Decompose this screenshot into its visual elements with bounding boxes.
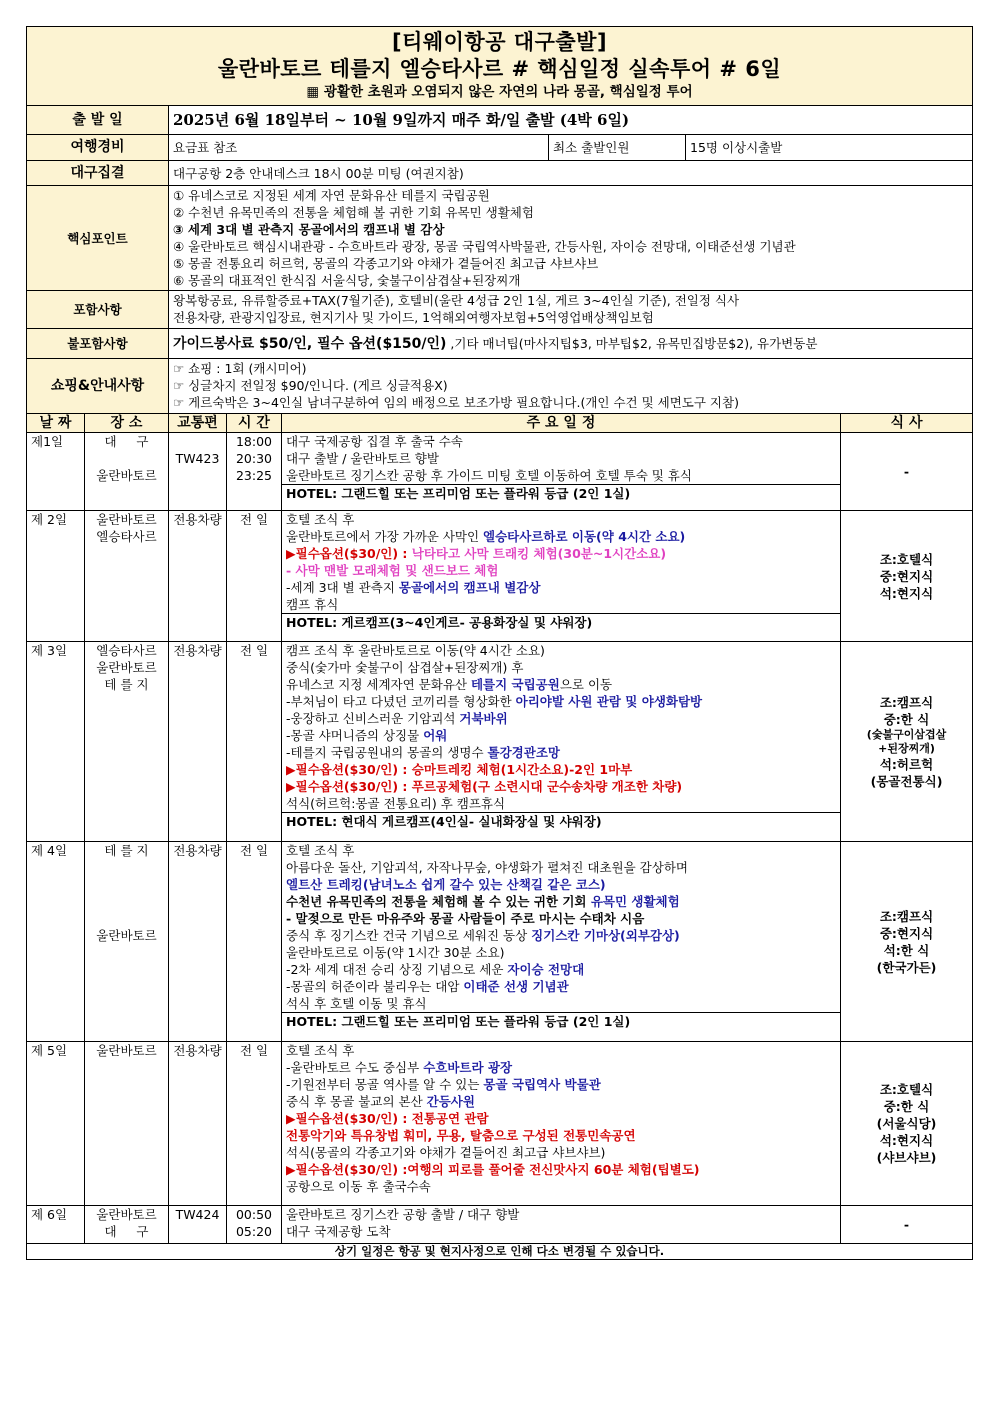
- hotel-info: HOTEL: 현대식 게르캠프(4인실- 실내화장실 및 샤워장): [282, 812, 841, 830]
- place-name: 엘승타사르: [96, 643, 157, 658]
- schedule-line: [286, 642, 840, 659]
- schedule-text: ▶필수옵션($30/인) : 푸르공체험(구 소련시대 군수송차량 개조한 차량): [286, 779, 683, 794]
- shopping-line: ☞ 싱글차지 전일정 $90/인니다. (게르 싱글적용X): [173, 378, 448, 393]
- schedule-text: 엘트산 트레킹: [286, 877, 363, 892]
- schedule-line: [286, 562, 840, 579]
- meal-cell: [841, 433, 973, 511]
- schedule-text: ▶필수옵션($30/인) :여행의 피로를 풀어줄 전신맛사지 60분 체험(팁별도): [286, 1162, 700, 1177]
- time-value: 00:50: [235, 1207, 273, 1222]
- include-list: [169, 291, 973, 329]
- day-cell: 제 5일: [27, 1042, 85, 1206]
- schedule-text: 울란바토르 징기스칸 공항 출발 / 대구 향발: [286, 1207, 520, 1222]
- exclude-value: [169, 329, 973, 359]
- time-cell: [227, 511, 282, 642]
- points-list: [169, 186, 973, 291]
- schedule-cell: [282, 1042, 841, 1206]
- schedule-text: -몽골의 허준이라 불리우는 대암: [286, 979, 464, 994]
- schedule-text: 대구 출발 / 울란바토르 향발: [286, 451, 439, 466]
- transport-cell: 전용차량: [169, 642, 227, 842]
- schedule-line: [286, 744, 840, 761]
- col-day: 날 짜: [27, 414, 85, 433]
- schedule-line: [286, 1059, 840, 1076]
- schedule-text: -2차 세계 대전 승리 상징 기념으로 세운: [286, 962, 508, 977]
- meal-line: +된장찌개): [878, 741, 935, 755]
- schedule-line: [286, 467, 840, 484]
- schedule-line: [286, 596, 840, 613]
- time-value: 18:00: [235, 434, 273, 449]
- schedule-text: -부처님이 타고 다녔던 코끼리를 형상화한: [286, 694, 516, 709]
- day-row: [27, 1206, 973, 1244]
- departure-value: 2025년 6월 18일부터 ~ 10월 9일까지 매주 화/일 출발 (4박 6일): [169, 106, 973, 135]
- schedule-line: [286, 710, 840, 727]
- day-row: [27, 842, 973, 1042]
- time-cell: [227, 642, 282, 842]
- schedule-text: 대구 국제공항 도착: [286, 1224, 391, 1239]
- schedule-text: 중식(숯가마 숯불구이 삼겹살+된장찌개) 후: [286, 660, 524, 675]
- schedule-line: [286, 693, 840, 710]
- place-name: 울란바토르: [96, 1207, 157, 1222]
- point-item: ⑥ 몽골의 대표적인 한식집 서울식당, 숯불구이삼겹살+된장찌개: [173, 273, 521, 288]
- day-cell: 제 2일: [27, 511, 85, 642]
- schedule-text: 으로 이동: [559, 677, 613, 692]
- shopping-list: [169, 359, 973, 414]
- cost-label: 여행경비: [27, 135, 169, 161]
- schedule-line: [286, 1206, 840, 1223]
- day-row: [27, 1042, 973, 1206]
- time-value: 전 일: [239, 643, 269, 658]
- place-name: [89, 450, 164, 467]
- schedule-text: 톨강경관조망: [487, 745, 560, 760]
- schedule-text: ▶필수옵션($30/인) : 승마트레킹 체험(1시간소요)-2인 1마부: [286, 762, 633, 777]
- itinerary-table: [26, 26, 973, 1260]
- exclude-bold: 가이드봉사료 $50/인, 필수 옵션($150/인): [173, 335, 447, 352]
- schedule-text: 캠프 휴식: [286, 597, 339, 612]
- schedule-text: 거북바위: [459, 711, 508, 726]
- day-row: [27, 433, 973, 511]
- time-cell: [227, 1206, 282, 1244]
- meal-line: -: [903, 464, 910, 479]
- schedule-text: 몽골 국립역사 박물관: [483, 1077, 601, 1092]
- transport-cell: 전용차량: [169, 511, 227, 642]
- schedule-text: 울란바토르 징기스칸 공항 후 가이드 미팅 호텔 이동하여 호텔 투숙 및 휴식: [286, 468, 692, 483]
- time-value: 20:30: [235, 451, 273, 466]
- schedule-text: 울란바토르로 이동(약 1시간 30분 소요): [286, 945, 505, 960]
- cost-value: 요금표 참조: [169, 135, 549, 161]
- schedule-text: 석식(몽골의 각종고기와 야채가 곁들어진 최고급 샤브샤브): [286, 1145, 606, 1160]
- meal-line: 석:현지식: [879, 1133, 934, 1148]
- schedule-line: [286, 961, 840, 978]
- meal-cell: [841, 842, 973, 1042]
- schedule-text: 엘승타사르하로 이동(약 4시간 소요): [483, 529, 686, 544]
- schedule-text: 석식(허르헉:몽골 전통요리) 후 캠프휴식: [286, 796, 506, 811]
- meal-line: (숯불구이삼겹살: [866, 727, 947, 741]
- meal-line: -: [903, 1217, 910, 1232]
- schedule-text: -세계 3대 별 관측지: [286, 580, 399, 595]
- schedule-text: 간등사원: [426, 1094, 475, 1109]
- schedule-text: - 말젖으로 만든 마유주와 몽골 사람들이 주로 마시는 수태차 시음: [286, 911, 645, 926]
- min-people-label: 최소 출발인원: [549, 135, 686, 161]
- shopping-line: ☞ 게르숙박은 3~4인실 남녀구분하여 임의 배정으로 보조가방 필요합니다.(개인 수건 및 세면도구 지참): [173, 395, 739, 410]
- schedule-line: [286, 893, 840, 910]
- place-cell: [85, 511, 169, 642]
- place-name: 대 구: [104, 1224, 149, 1239]
- time-value: 23:25: [235, 468, 273, 483]
- title-line-1: [티웨이항공 대구출발]: [391, 30, 608, 54]
- schedule-text: 호텔 조식 후: [286, 843, 355, 858]
- departure-label: 출 발 일: [27, 106, 169, 135]
- day-row: [27, 642, 973, 842]
- schedule-text: -테를지 국립공원내의 몽골의 생명수: [286, 745, 488, 760]
- transport-cell: 전용차량: [169, 842, 227, 1042]
- place-cell: [85, 1042, 169, 1206]
- col-time: 시 간: [227, 414, 282, 433]
- day-cell: 제 4일: [27, 842, 85, 1042]
- place-name: 대 구: [104, 434, 149, 449]
- schedule-text: 수천년 유목민족의 전통을 체험해 볼 수 있는 귀한 기회: [286, 894, 591, 909]
- schedule-line: [286, 795, 840, 812]
- schedule-line: [286, 1042, 840, 1059]
- schedule-line: [286, 1161, 840, 1178]
- meal-line: 중:현지식: [879, 925, 934, 941]
- schedule-cell: [282, 1206, 841, 1244]
- schedule-text: -웅장하고 신비스러운 기암괴석: [286, 711, 460, 726]
- place-name: 테 를 지: [104, 677, 149, 692]
- schedule-line: [286, 927, 840, 944]
- footer-note: 상기 일정은 항공 및 현지사정으로 인해 다소 변경될 수 있습니다.: [27, 1244, 973, 1260]
- hotel-info: HOTEL: 그랜드힐 또는 프리미엄 또는 플라워 등급 (2인 1실): [282, 1012, 841, 1030]
- schedule-cell: [282, 511, 841, 642]
- schedule-text: 중식 후 몽골 불교의 본산: [286, 1094, 427, 1109]
- title-line-3: ▦ 광활한 초원과 오염되지 않은 자연의 나라 몽골, 핵심일정 투어: [306, 84, 693, 100]
- schedule-text: 대구 국제공항 집결 후 출국 수속: [286, 434, 463, 449]
- schedule-line: [286, 944, 840, 961]
- col-place: 장 소: [85, 414, 169, 433]
- exclude-rest: ,기타 매너팁(마사지팁$3, 마부팁$2, 유목민집방문$2), 유가변동분: [446, 335, 818, 351]
- time-cell: [227, 1042, 282, 1206]
- meal-line: (한국가든): [876, 959, 937, 975]
- schedule-text: 호텔 조식 후: [286, 1043, 355, 1058]
- place-name: [89, 876, 164, 893]
- schedule-cell: [282, 842, 841, 1042]
- title-block: [27, 27, 973, 106]
- schedule-line: [286, 545, 840, 562]
- meal-line: 조:캠프식: [879, 694, 934, 710]
- schedule-line: [286, 659, 840, 676]
- schedule-text: 아리야발 사원 관람 및 야생화탐방: [515, 694, 703, 709]
- schedule-line: [286, 910, 840, 927]
- transport-cell: TW424: [169, 1206, 227, 1244]
- schedule-line: [286, 1144, 840, 1161]
- schedule-line: [286, 511, 840, 528]
- schedule-text: 어워: [423, 728, 448, 743]
- place-name: 테 를 지: [104, 843, 149, 858]
- meal-line: 조:호텔식: [879, 551, 934, 567]
- schedule-line: [286, 727, 840, 744]
- place-name: 울란바토르: [96, 1043, 157, 1058]
- day-cell: 제 3일: [27, 642, 85, 842]
- min-people-value: 15명 이상시출발: [686, 135, 973, 161]
- include-line: 왕복항공료, 유류할증료+TAX(7월기준), 호텔비(울란 4성급 2인 1실, 게르 3~4인실 기준), 전일정 식사: [173, 293, 740, 308]
- meal-line: 중:한 식: [883, 1099, 930, 1114]
- shopping-label: 쇼핑&안내사항: [27, 359, 169, 414]
- schedule-line: [286, 1223, 840, 1240]
- day-cell: 제 6일: [27, 1206, 85, 1244]
- meal-line: (서울식당): [876, 1116, 937, 1131]
- place-cell: [85, 1206, 169, 1244]
- time-value: 전 일: [239, 512, 269, 527]
- meal-cell: [841, 1206, 973, 1244]
- meal-line: 중:한 식: [883, 711, 930, 727]
- place-name: 울란바토르: [96, 468, 157, 483]
- schedule-text: 이태준 선생 기념관: [463, 979, 569, 994]
- time-value: 전 일: [239, 1043, 269, 1058]
- place-cell: [85, 842, 169, 1042]
- schedule-line: [286, 1110, 840, 1127]
- days-body: [27, 433, 973, 1244]
- time-value: 전 일: [239, 843, 269, 858]
- place-cell: [85, 642, 169, 842]
- schedule-text: 석식 후 호텔 이동 및 휴식: [286, 996, 427, 1011]
- schedule-text: -울란바토르 수도 중심부: [286, 1060, 424, 1075]
- itinerary-sheet: [26, 26, 972, 1260]
- schedule-line: [286, 778, 840, 795]
- schedule-line: [286, 842, 840, 859]
- schedule-text: 유네스코 지정 세계자연 문화유산: [286, 677, 471, 692]
- schedule-text: 울란바토르에서 가장 가까운 사막인: [286, 529, 484, 544]
- time-cell: [227, 433, 282, 511]
- schedule-line: [286, 450, 840, 467]
- col-transport: 교통편: [169, 414, 227, 433]
- meeting-value: 대구공항 2층 안내데스크 18시 00분 미팅 (여권지참): [169, 161, 973, 186]
- shopping-line: ☞ 쇼핑 : 1회 (캐시미어): [173, 361, 307, 376]
- schedule-text: 수흐바트라 광장: [423, 1060, 513, 1075]
- point-item: ① 유네스코로 지정된 세계 자연 문화유산 테를지 국립공원: [173, 188, 490, 203]
- schedule-text: 자이승 전망대: [507, 962, 585, 977]
- meal-line: 석:한 식: [883, 942, 930, 958]
- schedule-text: 중식 후 징기스칸 건국 기념으로 세워진 동상: [286, 928, 532, 943]
- schedule-cell: [282, 642, 841, 842]
- place-name: 울란바토르: [96, 928, 157, 943]
- meal-cell: [841, 1042, 973, 1206]
- meal-line: (몽골전통식): [870, 773, 943, 789]
- schedule-line: [286, 978, 840, 995]
- schedule-text: (남녀노소 쉽게 갈수 있는 산책길 같은 코스): [362, 877, 606, 892]
- place-name: 엘승타사르: [96, 529, 157, 544]
- schedule-line: [286, 528, 840, 545]
- transport-cell: 전용차량: [169, 1042, 227, 1206]
- hotel-info: HOTEL: 게르캠프(3~4인게르- 공용화장실 및 샤워장): [282, 613, 841, 631]
- meal-line: (샤브샤브): [876, 1150, 937, 1165]
- schedule-line: [286, 876, 840, 893]
- include-line: 전용차량, 관광지입장료, 현지기사 및 가이드, 1억해외여행자보험+5억영업배상책임보험: [173, 310, 654, 325]
- exclude-label: 불포함사항: [27, 329, 169, 359]
- schedule-line: [286, 761, 840, 778]
- meal-line: 조:호텔식: [879, 1082, 934, 1097]
- col-meal: 식 사: [841, 414, 973, 433]
- place-name: 울란바토르: [96, 660, 157, 675]
- point-item: ⑤ 몽골 전통요리 허르헉, 몽골의 각종고기와 야채가 곁들어진 최고급 샤브샤브: [173, 256, 599, 271]
- time-value: 05:20: [235, 1224, 273, 1239]
- schedule-line: [286, 433, 840, 450]
- meeting-label: 대구집결: [27, 161, 169, 186]
- point-item: ④ 울란바토르 핵심시내관광 - 수흐바트라 광장, 몽골 국립역사박물관, 간등사원, 자이승 전망대, 이태준선생 기념관: [173, 239, 796, 254]
- meal-line: 조:캠프식: [879, 908, 934, 924]
- schedule-line: [286, 676, 840, 693]
- day-row: [27, 511, 973, 642]
- place-name: [89, 893, 164, 910]
- option-label: ▶필수옵션($30/인) :: [286, 546, 412, 561]
- place-cell: [85, 433, 169, 511]
- place-name: [89, 859, 164, 876]
- schedule-text: - 사막 맨발 모래체험 및 샌드보드 체험: [286, 563, 499, 578]
- meal-line: 중:현지식: [879, 568, 934, 584]
- place-name: [89, 910, 164, 927]
- include-label: 포함사항: [27, 291, 169, 329]
- col-schedule: 주 요 일 정: [282, 414, 841, 433]
- schedule-line: [286, 1178, 840, 1195]
- schedule-line: [286, 995, 840, 1012]
- schedule-text: ▶필수옵션($30/인) : 전통공연 관람: [286, 1111, 489, 1126]
- schedule-line: [286, 1093, 840, 1110]
- day-cell: 제1일: [27, 433, 85, 511]
- time-cell: [227, 842, 282, 1042]
- schedule-text: 호텔 조식 후: [286, 512, 355, 527]
- points-label: 핵심포인트: [27, 186, 169, 291]
- schedule-text: 몽골에서의 캠프내 별감상: [398, 580, 541, 595]
- meal-cell: [841, 642, 973, 842]
- point-item: ③ 세계 3대 별 관측지 몽골에서의 캠프내 별 감상: [173, 222, 445, 237]
- schedule-text: 전통악기와 특유창법 훠미, 무용, 탈춤으로 구성된 전통민속공연: [286, 1128, 636, 1143]
- hotel-info: HOTEL: 그랜드힐 또는 프리미엄 또는 플라워 등급 (2인 1실): [282, 484, 841, 502]
- meal-cell: [841, 511, 973, 642]
- schedule-text: -기원전부터 몽골 역사를 알 수 있는: [286, 1077, 484, 1092]
- transport-cell: TW423: [169, 433, 227, 511]
- schedule-line: [286, 579, 840, 596]
- schedule-text: -몽골 샤머니즘의 상징물: [286, 728, 424, 743]
- schedule-text: 아름다운 돌산, 기암괴석, 자작나무숲, 야생화가 펼쳐진 대초원을 감상하며: [286, 860, 688, 875]
- point-item: ② 수천년 유목민족의 전통을 체험해 볼 귀한 기회 유목민 생활체험: [173, 205, 534, 220]
- schedule-text: 유목민 생활체험: [590, 894, 680, 909]
- schedule-text: 캠프 조식 후 울란바토르로 이동(약 4시간 소요): [286, 643, 545, 658]
- option-detail: 낙타타고 사막 트래킹 체험(30분~1시간소요): [411, 546, 667, 561]
- title-line-2: 울란바토르 테를지 엘승타사르 # 핵심일정 실속투어 # 6일: [217, 57, 782, 81]
- meal-line: 석:현지식: [879, 585, 934, 601]
- schedule-cell: [282, 433, 841, 511]
- schedule-text: 공항으로 이동 후 출국수속: [286, 1179, 431, 1194]
- schedule-line: [286, 859, 840, 876]
- schedule-line: [286, 1076, 840, 1093]
- schedule-line: [286, 1127, 840, 1144]
- meal-line: 석:허르헉: [879, 756, 934, 772]
- place-name: 울란바토르: [96, 512, 157, 527]
- schedule-text: 징기스칸 기마상(외부감상): [531, 928, 680, 943]
- schedule-text: 테를지 국립공원: [470, 677, 560, 692]
